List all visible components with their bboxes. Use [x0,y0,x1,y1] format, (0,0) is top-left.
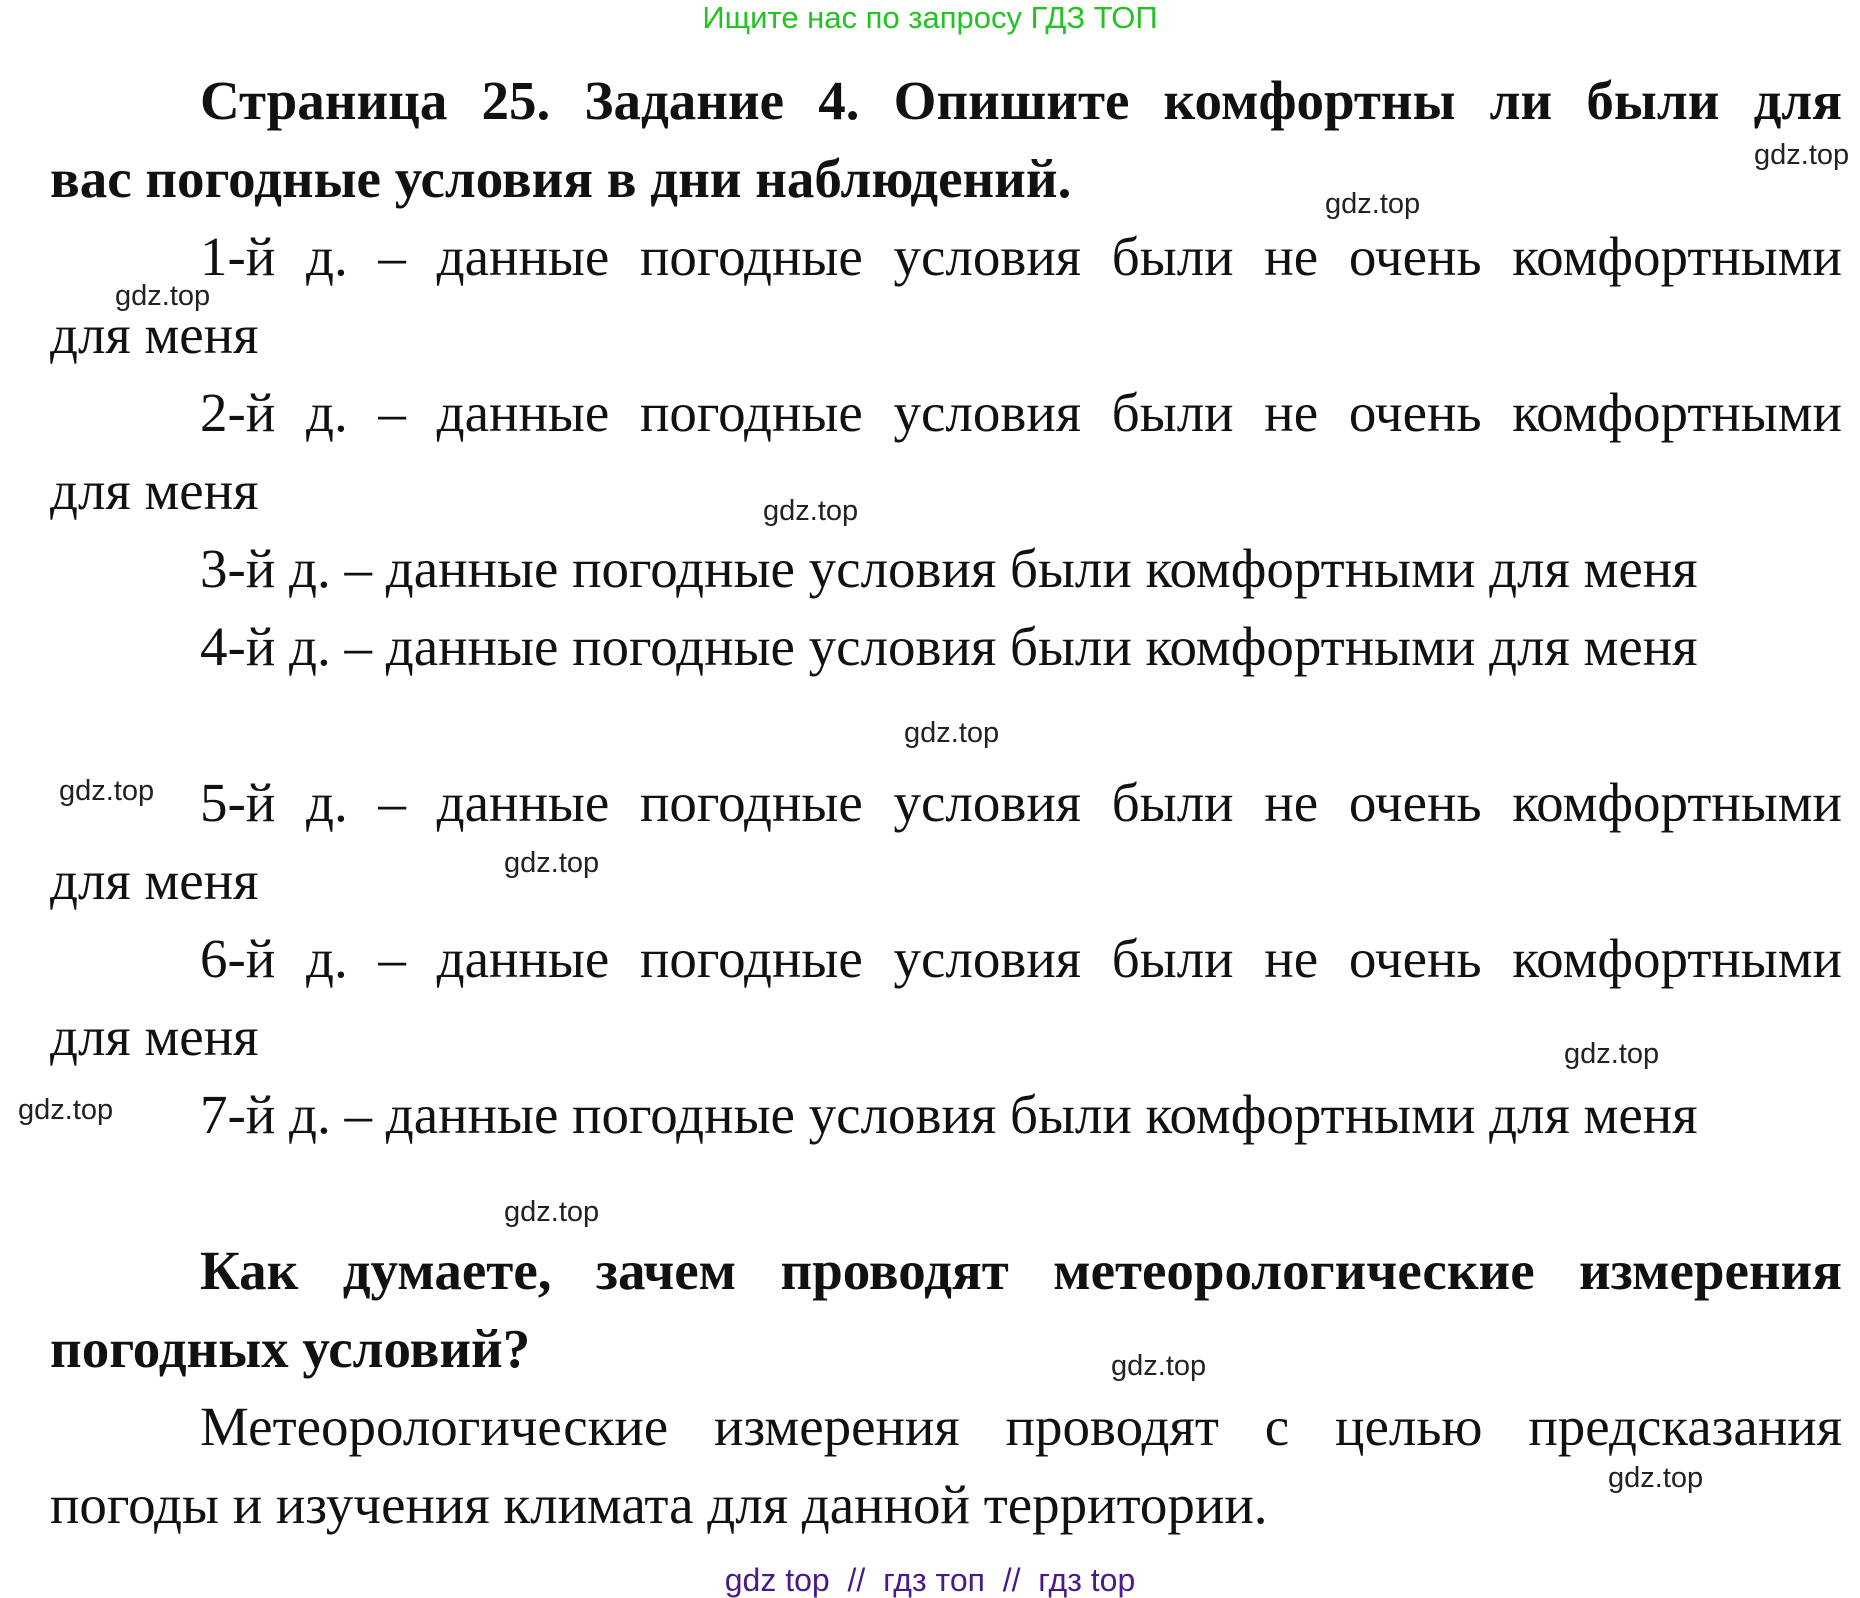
watermark: gdz.top [504,847,600,879]
watermark: gdz.top [59,775,155,807]
watermark: gdz.top [1111,1350,1207,1382]
watermark: gdz.top [763,495,859,527]
day-6-line-1: 6-й д. – данные погодные условия были не очень комфортными [200,928,1842,989]
day-2-line-2: для меня [50,460,259,521]
question-line-1: Как думаете, зачем проводят метеорологические измерения [200,1240,1842,1301]
question-line-2: погодных условий? [50,1318,531,1379]
watermark: gdz.top [1608,1462,1704,1494]
watermark: gdz.top [115,280,211,312]
day-5-line-1: 5-й д. – данные погодные условия были не очень комфортными [200,772,1842,833]
watermark: gdz.top [1564,1038,1660,1070]
watermark: gdz.top [1754,139,1850,171]
day-1-line-1: 1-й д. – данные погодные условия были не очень комфортными [200,226,1842,287]
day-3: 3-й д. – данные погодные условия были комфортными для меня [200,538,1698,599]
watermark: gdz.top [504,1196,600,1228]
footer-links[interactable]: gdz top // гдз топ // гдз top [724,1562,1136,1598]
task-heading-line-2: вас погодные условия в дни наблюдений. [50,148,1072,209]
day-4: 4-й д. – данные погодные условия были комфортными для меня [200,616,1698,677]
watermark: gdz.top [904,717,1000,749]
watermark: gdz.top [1325,188,1421,220]
day-5-line-2: для меня [50,850,259,911]
search-banner[interactable]: Ищите нас по запросу ГДЗ ТОП [702,0,1158,35]
watermark: gdz.top [18,1094,114,1126]
answer-line-2: погоды и изучения климата для данной территории. [50,1474,1268,1535]
day-2-line-1: 2-й д. – данные погодные условия были не очень комфортными [200,382,1842,443]
answer-line-1: Метеорологические измерения проводят с целью предсказания [200,1396,1842,1457]
day-6-line-2: для меня [50,1006,259,1067]
day-1-line-2: для меня [50,304,259,365]
day-7: 7-й д. – данные погодные условия были комфортными для меня [200,1084,1698,1145]
task-heading-line-1: Страница 25. Задание 4. Опишите комфортны ли были для [200,70,1842,131]
